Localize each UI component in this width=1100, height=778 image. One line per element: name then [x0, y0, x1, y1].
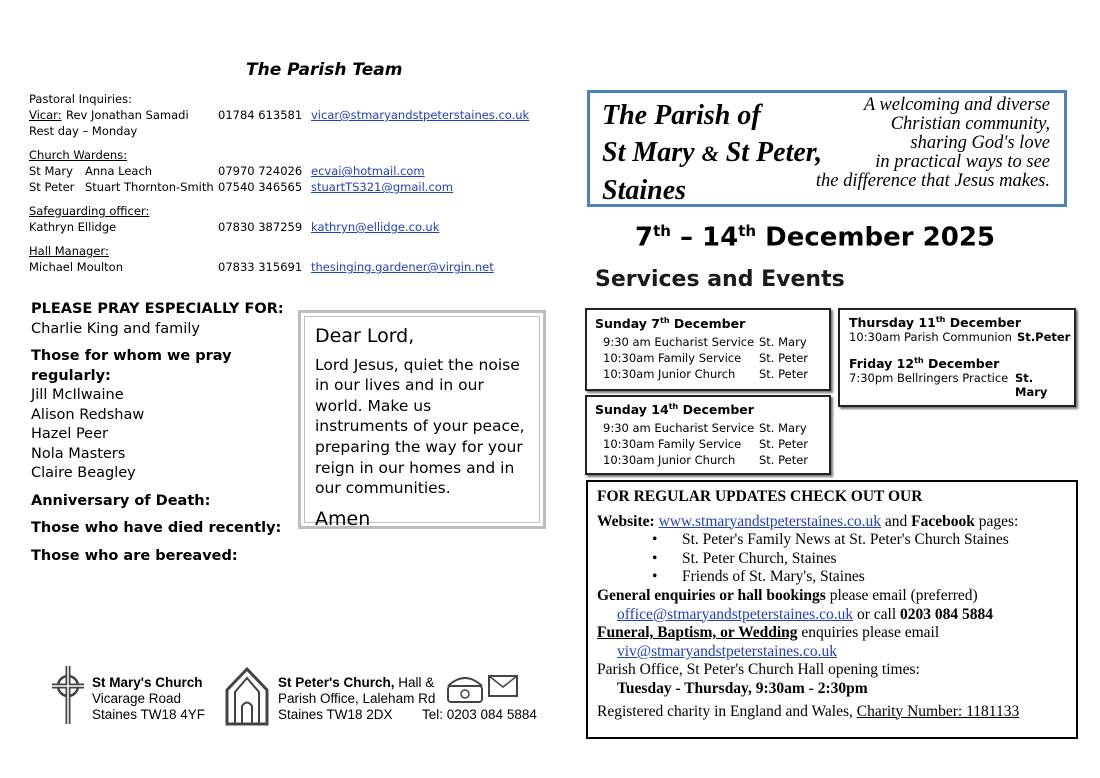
wardens-heading: Church Wardens: [29, 148, 128, 162]
bereaved-heading: Those who are bereaved: [31, 547, 238, 564]
pray-regular-name: Claire Beagley [31, 465, 136, 481]
vicar-email-link[interactable]: vicar@stmaryandstpeterstaines.co.uk [311, 108, 530, 122]
viv-email-link[interactable]: viv@stmaryandstpeterstaines.co.uk [617, 642, 838, 660]
pray-heading: PLEASE PRAY ESPECIALLY FOR: [31, 301, 284, 317]
general-text: please email (preferred) [825, 586, 978, 604]
service-row: 9:30 am Eucharist Service St. Mary [603, 421, 807, 436]
sunday-7-heading: Sunday 7th December [595, 316, 746, 332]
midweek-box [838, 308, 1076, 407]
church-building-icon [224, 666, 270, 726]
office-phone: 0203 084 5884 [900, 605, 994, 623]
office-hours-text: Parish Office, St Peter's Church Hall opening times: [597, 661, 920, 679]
pray-regular-heading: Those for whom we pray regularly: [31, 348, 232, 384]
sunday-7-box [585, 308, 831, 391]
st-peters-town: Staines TW18 2DX [278, 707, 393, 722]
date-month-year: December 2025 [756, 222, 995, 253]
prayer-text: Lord Jesus, quiet the noise in our lives and in our world. Make us instruments of your peace, preparing the way for your reign in our homes and in our communities. [315, 355, 525, 498]
tagline-line: in practical ways to see [875, 152, 1050, 172]
died-heading: Those who have died recently: [31, 520, 282, 536]
services-title: Services and Events [595, 267, 845, 292]
parish-name-line3: Staines [602, 175, 687, 206]
prayer-list [31, 300, 296, 566]
footer-addresses [50, 664, 560, 730]
warden2-name: Stuart Thornton-Smith [85, 180, 214, 194]
warden1-phone: 07970 724026 [218, 164, 303, 178]
facebook-label: Facebook [911, 512, 975, 530]
thursday-heading: Thursday 11th December [849, 315, 1022, 331]
pray-regular-name: Jill McIlwaine [31, 387, 124, 403]
tagline-line: Christian community, [890, 114, 1050, 134]
pastoral-heading: Pastoral Inquiries: [29, 92, 132, 106]
updates-heading: FOR REGULAR UPDATES CHECK OUT OUR [597, 488, 923, 505]
website-link[interactable]: www.stmaryandstpeterstaines.co.uk [658, 512, 881, 530]
service-row: 10:30am Junior Church St. Peter [603, 367, 809, 382]
friday-heading: Friday 12th December [849, 356, 1000, 372]
warden2-email-link[interactable]: stuartTS321@gmail.com [311, 180, 454, 194]
vicar-phone: 01784 613581 [218, 108, 303, 122]
pray-regular-name: Alison Redshaw [31, 406, 145, 423]
safeguarding-email-link[interactable]: kathryn@ellidge.co.uk [311, 220, 440, 234]
phone-envelope-icon [445, 672, 521, 704]
funeral-label: Funeral, Baptism, or Wedding [597, 624, 798, 642]
parish-name [602, 97, 822, 209]
website-label: Website: [597, 512, 655, 530]
safeguarding-name: Kathryn Ellidge [29, 220, 117, 234]
st-marys-town: Staines TW18 4YF [92, 707, 206, 722]
warden2-church: St Peter [29, 180, 75, 194]
parish-name-line1: The Parish of [602, 100, 761, 131]
tagline-line: sharing God's love [910, 133, 1050, 153]
event-row: 10:30am Parish Communion St.Peter [849, 330, 1071, 345]
office-email-link[interactable]: office@stmaryandstpeterstaines.co.uk [617, 605, 854, 623]
warden2-phone: 07540 346565 [218, 180, 303, 194]
general-label: General enquiries or hall bookings [597, 586, 826, 604]
anniversary-heading: Anniversary of Death: [31, 492, 211, 509]
office-hours: Tuesday - Thursday, 9:30am - 2:30pm [617, 679, 868, 697]
st-marys-name: St Mary's Church [92, 675, 203, 690]
contact-list [29, 91, 549, 275]
and-text: and [880, 512, 912, 530]
parish-name-stmary: St Mary [602, 137, 695, 168]
charity-number: Charity Number: 1181133 [856, 702, 1020, 720]
tagline-line: A welcoming and diverse [863, 95, 1050, 115]
pray-regular-name: Nola Masters [31, 445, 126, 462]
st-marys-road: Vicarage Road [92, 691, 182, 706]
date-range-title [600, 222, 1030, 253]
st-peters-name: St Peter's Church, [278, 675, 395, 690]
sunday-14-box [585, 395, 831, 475]
vicar-name: Rev Jonathan Samadi [66, 108, 189, 122]
charity-text: Registered charity in England and Wales, [597, 702, 857, 720]
footer-tel: Tel: 0203 084 5884 [422, 707, 537, 722]
or-call-text: or call [853, 605, 901, 623]
vicar-label: Vicar: [29, 108, 62, 122]
parish-team-title: The Parish Team [246, 60, 403, 80]
hall-email-link[interactable]: thesinging.gardener@virgin.net [311, 260, 494, 274]
rest-day: Rest day – Monday [29, 124, 138, 138]
celtic-cross-icon [50, 664, 86, 726]
facebook-page-item: • St. Peter Church, Staines [652, 550, 1067, 569]
warden1-church: St Mary [29, 164, 73, 178]
st-peters-suffix: Hall & [394, 675, 435, 690]
prayer-box [298, 310, 546, 529]
service-row: 10:30am Family Service St. Peter [603, 437, 809, 452]
date-end: – 14 [670, 222, 739, 253]
parish-header [587, 90, 1067, 207]
safeguarding-heading: Safeguarding officer: [29, 204, 150, 218]
st-peters-office: Parish Office, Laleham Rd [278, 691, 436, 706]
service-row: 9:30 am Eucharist Service St. Mary [603, 335, 807, 350]
service-row: 10:30am Junior Church St. Peter [603, 453, 809, 468]
pray-special: Charlie King and family [31, 320, 200, 337]
date-suffix: th [653, 222, 671, 240]
date-start: 7 [635, 222, 654, 253]
hall-heading: Hall Manager: [29, 244, 109, 258]
hall-phone: 07833 315691 [218, 260, 303, 274]
event-row: 7:30pm Bellringers Practice St. Mary [849, 371, 1048, 400]
sunday-14-heading: Sunday 14th December [595, 402, 754, 418]
facebook-page-item: • Friends of St. Mary's, Staines [652, 568, 1067, 587]
parish-tagline [816, 96, 1050, 191]
hall-name: Michael Moulton [29, 260, 123, 274]
parish-name-amp: & [701, 141, 719, 166]
service-row: 10:30am Family Service St. Peter [603, 351, 809, 366]
safeguarding-phone: 07830 387259 [218, 220, 303, 234]
pages-text: pages: [974, 512, 1019, 530]
funeral-text: enquiries please email [797, 624, 940, 642]
tagline-line: the difference that Jesus makes. [815, 171, 1050, 191]
prayer-greeting: Dear Lord, [315, 325, 415, 347]
parish-name-stpeter: St Peter, [725, 137, 823, 168]
updates-box [586, 480, 1078, 739]
warden1-email-link[interactable]: ecvai@hotmail.com [311, 164, 425, 178]
pray-regular-name: Hazel Peer [31, 426, 108, 442]
warden1-name: Anna Leach [85, 164, 153, 178]
facebook-page-item: • St. Peter's Family News at St. Peter's Church Staines [652, 531, 1067, 550]
prayer-amen: Amen [315, 507, 371, 530]
date-suffix: th [738, 222, 757, 240]
